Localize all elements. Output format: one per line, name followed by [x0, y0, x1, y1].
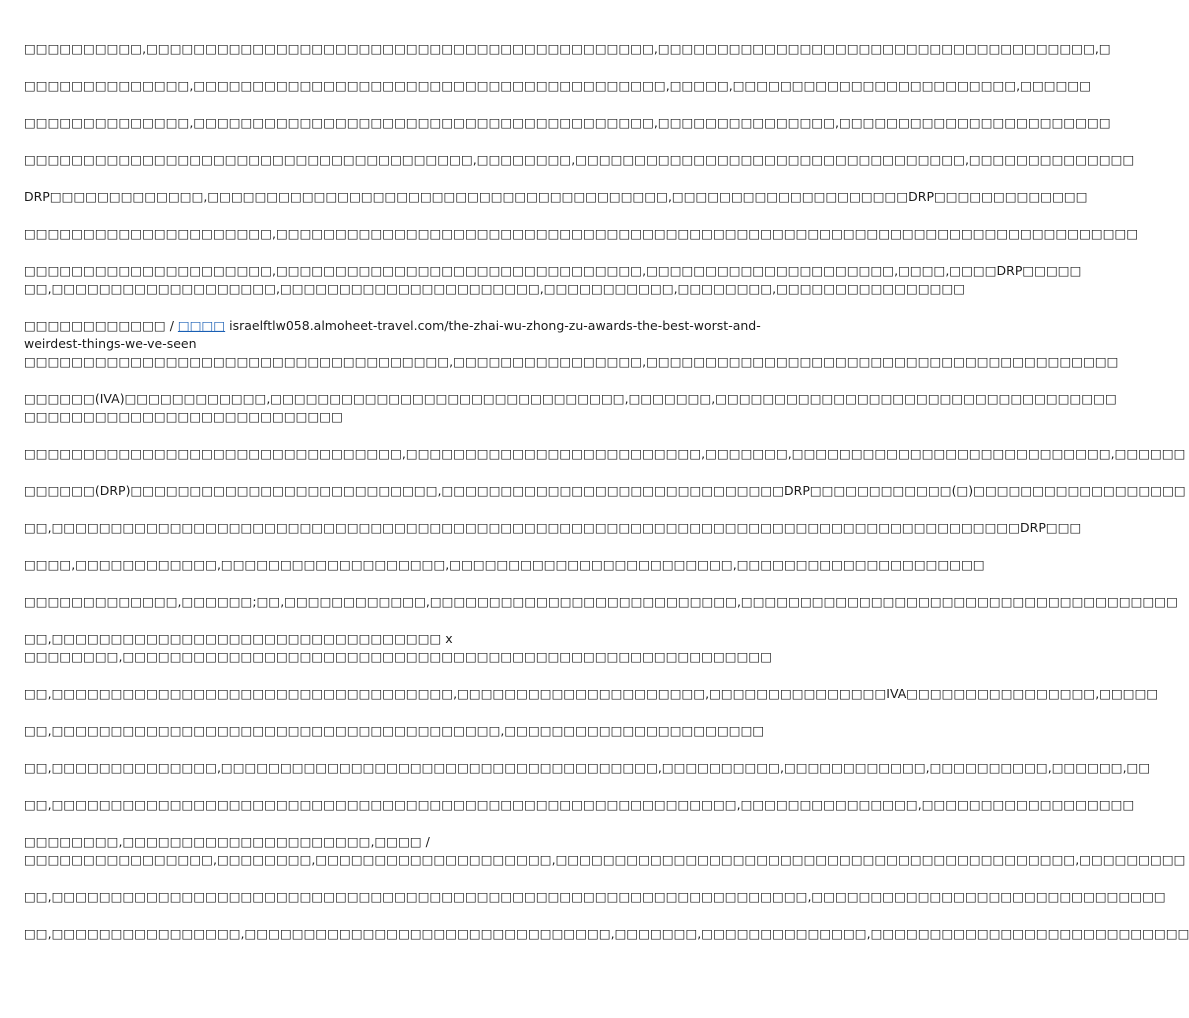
article-body — [24, 40, 1189, 962]
text-line: □□□□□□□□□□□□□,□□□□□□;□□,□□□□□□□□□□□□,□□□□□□□□□□□□□□□□□□□□□□□□□□,□□□□□□□□□□□□□□□□□□□□□□□□□□□□□□□□□□□□□ — [24, 594, 1178, 609]
text-line: □□□□□□□□,□□□□□□□□□□□□□□□□□□□□□□□□□□□□□□□□□□□□□□□□□□□□□□□□□□□□□□□ — [24, 649, 773, 664]
text-line: □□□□□□□□□□□□□□□□□□□□□□□□□□□□□□□□□□□□,□□□□□□□□□□□□□□□□,□□□□□□□□□□□□□□□□□□□□□□□□□□□□□□□□□□□□□□□□ — [24, 354, 1119, 369]
text-line: □□□□□□□□□□□□ / — [24, 318, 178, 333]
text-line: □□,□□□□□□□□□□□□□□□□□□□□□□□□□□□□□□□□□□,□□□□□□□□□□□□□□□□□□□□□,□□□□□□□□□□□□□□□IVA□□□□□□□□□□□□□□□□,□□□□□ — [24, 686, 1159, 701]
paragraph-3 — [24, 114, 1111, 132]
paragraph-5 — [24, 188, 1088, 206]
paragraph-18 — [24, 759, 1151, 777]
paragraph-6 — [24, 225, 1139, 243]
paragraph-1 — [24, 40, 1111, 58]
text-line: □□,□□□□□□□□□□□□□□□□,□□□□□□□□□□□□□□□□□□□□□□□□□□□□□□□,□□□□□□□,□□□□□□□□□□□□□□,□□□□□□□□□□□□□□□□□□□□□□□□□□□ — [24, 926, 1189, 941]
text-line: □□□□□□□□□□□□□□,□□□□□□□□□□□□□□□□□□□□□□□□□□□□□□□□□□□□□□□□,□□□□□,□□□□□□□□□□□□□□□□□□□□□□□□,□□□□□□ — [24, 78, 1092, 93]
text-line: □□□□□□□□□□□□□□□□□□□□□,□□□□□□□□□□□□□□□□□□□□□□□□□□□□□□□□□□□□□□□□□□□□□□□□□□□□□□□□□□□□□□□□□□□□□□□□□ — [24, 226, 1139, 241]
paragraph-2 — [24, 77, 1092, 95]
text-line: □□,□□□□□□□□□□□□□□,□□□□□□□□□□□□□□□□□□□□□□□□□□□□□□□□□□□□□,□□□□□□□□□□,□□□□□□□□□□□□,□□□□□□□□□□,□□□□□□,□□ — [24, 760, 1151, 775]
text-line: □□□□□□□□□□□□□□□□□□□□□□□□□□□□□□□□,□□□□□□□□□□□□□□□□□□□□□□□□□,□□□□□□□,□□□□□□□□□□□□□□□□□□□□□□□□□□□,□□□□□□ — [24, 446, 1186, 461]
text-line: □□□□□□(DRP)□□□□□□□□□□□□□□□□□□□□□□□□□□,□□□□□□□□□□□□□□□□□□□□□□□□□□□□□DRP□□□□□□□□□□□□(□)□□□□□□□□□□□□□□□□□□ — [24, 483, 1186, 498]
inline-link[interactable]: □□□□ — [177, 318, 226, 333]
paragraph-19 — [24, 796, 1135, 814]
text-line: □□□□□□□□□□□□□□,□□□□□□□□□□□□□□□□□□□□□□□□□□□□□□□□□□□□□□□,□□□□□□□□□□□□□□□,□□□□□□□□□□□□□□□□□□□□□□□ — [24, 115, 1111, 130]
paragraph-16 — [24, 685, 1159, 703]
paragraph-11 — [24, 482, 1186, 500]
paragraph-15 — [24, 630, 773, 666]
text-line-with-link — [24, 317, 761, 335]
url-text: israelftlw058.almoheet-travel.com/the-zhai-wu-zhong-zu-awards-the-best-worst-and- — [225, 318, 761, 333]
text-line: □□□□□□□□□□,□□□□□□□□□□□□□□□□□□□□□□□□□□□□□□□□□□□□□□□□□□□,□□□□□□□□□□□□□□□□□□□□□□□□□□□□□□□□□□□□□,□ — [24, 41, 1111, 56]
text-line: □□,□□□□□□□□□□□□□□□□□□□□□□□□□□□□□□□□□□□□□□□□□□□□□□□□□□□□□□□□□□□□□□□□,□□□□□□□□□□□□□□□□□□□□□□□□□□□□□□ — [24, 889, 1166, 904]
text-line: □□□□□□□□□□□□□□□□□□□□□,□□□□□□□□□□□□□□□□□□□□□□□□□□□□□□□,□□□□□□□□□□□□□□□□□□□□□,□□□□,□□□□DRP□□□□□ — [24, 263, 1082, 278]
text-line: □□□□,□□□□□□□□□□□□,□□□□□□□□□□□□□□□□□□□,□□□□□□□□□□□□□□□□□□□□□□□□,□□□□□□□□□□□□□□□□□□□□□ — [24, 557, 985, 572]
paragraph-12 — [24, 519, 1082, 537]
paragraph-8 — [24, 317, 1119, 371]
text-line: □□□□□□(IVA)□□□□□□□□□□□□,□□□□□□□□□□□□□□□□□□□□□□□□□□□□□□,□□□□□□□,□□□□□□□□□□□□□□□□□□□□□□□□□□□□□□□□□□ — [24, 391, 1117, 406]
paragraph-7 — [24, 262, 1082, 298]
paragraph-14 — [24, 593, 1178, 611]
paragraph-9 — [24, 390, 1117, 426]
paragraph-21 — [24, 888, 1166, 906]
text-line: □□□□□□□□□□□□□□□□□□□□□□□□□□□□□□□□□□□□□□,□□□□□□□□,□□□□□□□□□□□□□□□□□□□□□□□□□□□□□□□□□,□□□□□□□□□□□□□□ — [24, 152, 1135, 167]
paragraph-17 — [24, 722, 765, 740]
text-line: DRP□□□□□□□□□□□□□,□□□□□□□□□□□□□□□□□□□□□□□□□□□□□□□□□□□□□□□,□□□□□□□□□□□□□□□□□□□□DRP□□□□□□□□□□□□□ — [24, 189, 1088, 204]
paragraph-13 — [24, 556, 985, 574]
text-line: weirdest-things-we-ve-seen — [24, 336, 197, 351]
text-line: □□,□□□□□□□□□□□□□□□□□□□□□□□□□□□□□□□□□□□□□□□□□□□□□□□□□□□□□□□□□□□□□□□□□□□□□□□□□□□□□□□□□□DRP□□□ — [24, 520, 1082, 535]
text-line: □□,□□□□□□□□□□□□□□□□□□□□□□□□□□□□□□□□□□□□□□,□□□□□□□□□□□□□□□□□□□□□□ — [24, 723, 765, 738]
text-line: □□,□□□□□□□□□□□□□□□□□□□□□□□□□□□□□□□□□□□□□□□□□□□□□□□□□□□□□□□□□□,□□□□□□□□□□□□□□□,□□□□□□□□□□□□□□□□□□ — [24, 797, 1135, 812]
text-line: □□□□□□□□,□□□□□□□□□□□□□□□□□□□□□,□□□□ / — [24, 834, 430, 849]
paragraph-20 — [24, 833, 1186, 869]
paragraph-22 — [24, 925, 1189, 943]
text-line: □□□□□□□□□□□□□□□□□□□□□□□□□□□ — [24, 409, 343, 424]
paragraph-10 — [24, 445, 1186, 463]
text-line: □□,□□□□□□□□□□□□□□□□□□□,□□□□□□□□□□□□□□□□□□□□□□,□□□□□□□□□□□,□□□□□□□□,□□□□□□□□□□□□□□□□ — [24, 281, 966, 296]
text-line: □□,□□□□□□□□□□□□□□□□□□□□□□□□□□□□□□□□□ x — [24, 631, 453, 646]
paragraph-4 — [24, 151, 1135, 169]
text-line: □□□□□□□□□□□□□□□□,□□□□□□□□,□□□□□□□□□□□□□□□□□□□□,□□□□□□□□□□□□□□□□□□□□□□□□□□□□□□□□□□□□□□□□□□□□,□□□□□□□□□ — [24, 852, 1186, 867]
